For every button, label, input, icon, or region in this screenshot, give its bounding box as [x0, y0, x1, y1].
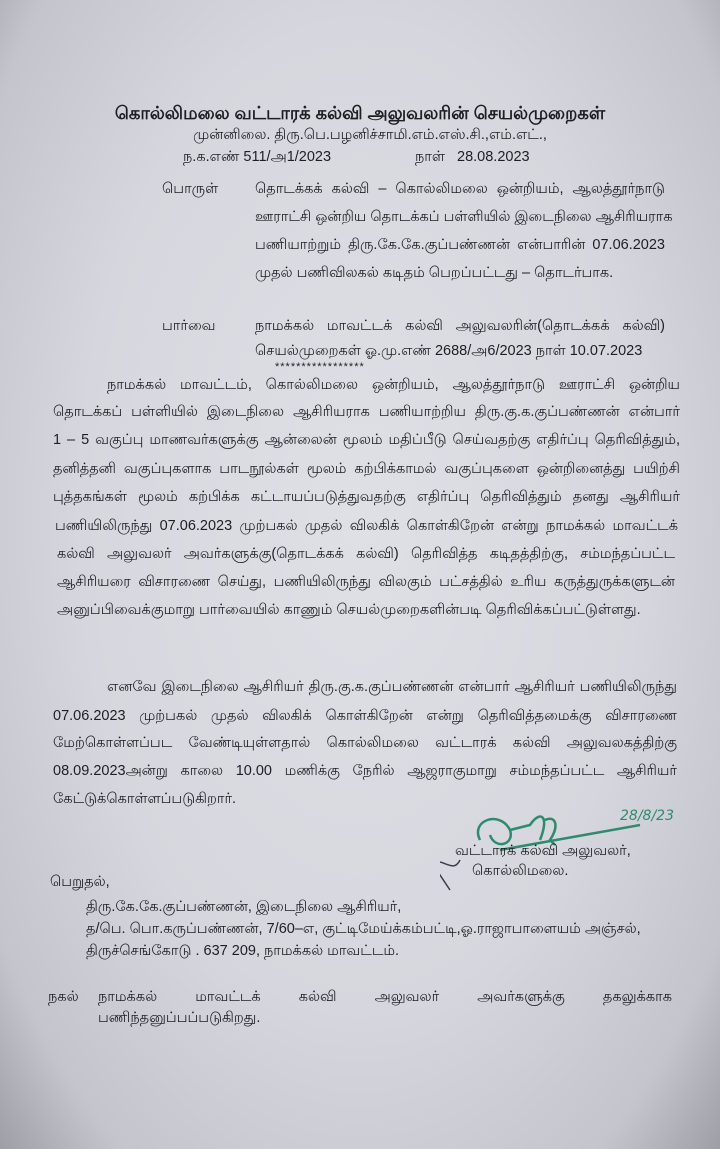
paragraph-line: எனவே இடைநிலை ஆசிரியர் திரு.கு.க.குப்பண்ணன் என்பார் ஆசிரியர் பணியிலிருந்து [107, 679, 677, 695]
recipient-line: திருச்செங்கோடு . 637 209, நாமக்கல் மாவட்டம். [86, 943, 400, 959]
paragraph-line: 1 – 5 வகுப்பு மாணவர்களுக்கு ஆன்லைன் மூலம் மதிப்பீடு செய்வதற்கு எதிர்ப்பு தெரிவித்தும், [53, 432, 680, 448]
subject-line: தொடக்கக் கல்வி – கொல்லிமலை ஒன்றியம், ஆலத்தூர்நாடு [255, 181, 665, 197]
officer-place: கொல்லிமலை. [472, 863, 569, 879]
copy-label: நகல் [48, 989, 79, 1005]
paragraph-line: பணியிலிருந்து 07.06.2023 முற்பகல் முதல் விலகிக் கொள்கிறேன் என்று நாமக்கல் மாவட்டக் [55, 518, 678, 534]
paragraph-line: அனுப்பிவைக்குமாறு பார்வையில் காணும் செயல்முறைகளின்படி தெரிவிக்கப்பட்டுள்ளது. [57, 602, 641, 618]
subject-line: பணியாற்றும் திரு.கே.கே.குப்பண்ணன் என்பாரின் 07.06.2023 [255, 237, 665, 253]
signature-date: 28/8/23 [620, 808, 674, 824]
presiding-officer: முன்னிலை. திரு.பெ.பழனிச்சாமி.எம்.எஸ்.சி.,எம்.எட்., [193, 127, 547, 143]
reference-line: செயல்முறைகள் ஓ.மு.எண் 2688/அ6/2023 நாள் 10.07.2023 [255, 343, 643, 359]
separator: ***************** [275, 361, 365, 373]
copy-line: நாமக்கல் மாவட்டக் கல்வி அலுவலர் அவர்களுக்கு தகலுக்காக [98, 989, 672, 1005]
paragraph-line: கேட்டுக்கொள்ளப்படுகிறார். [53, 791, 237, 807]
paragraph-line: தனித்தனி வகுப்புகளாக பாடநூல்கள் மூலம் கற்பிக்காமல் வகுப்புகளை ஒன்றினைத்து பயிற்சி [53, 461, 680, 477]
recipient-line: த/பெ. பொ.கருப்பண்ணன், 7/60–எ, குட்டிமேய்க்கம்பட்டி,ஓ.ராஜாபாளையம் அஞ்சல், [86, 921, 641, 937]
date-label: நாள் [415, 149, 445, 165]
paragraph-line: புத்தகங்கள் மூலம் கற்பிக்க கட்டாயப்படுத்துவதற்கு எதிர்ப்பு தெரிவித்தும் தனது ஆசிரியர் [53, 489, 680, 505]
document-date: 28.08.2023 [457, 149, 530, 165]
reference-number: ந.க.எண் 511/அ1/2023 [183, 149, 332, 165]
copy-line: பணிந்தனுப்பப்படுகிறது. [98, 1010, 261, 1026]
document-title: கொல்லிமலை வட்டாரக் கல்வி அலுவலரின் செயல்முறைகள் [114, 103, 606, 123]
paragraph-line: கல்வி அலுவலர் அவர்களுக்கு(தொடக்கக் கல்வி) தெரிவித்த கடிதத்திற்கு, சம்மந்தப்பட்ட [57, 546, 675, 562]
paragraph-line: மேற்கொள்ளப்பட வேண்டியுள்ளதால் கொல்லிமலை வட்டாரக் கல்வி அலுவலகத்திற்கு [53, 735, 677, 751]
subject-line: முதல் பணிவிலகல் கடிதம் பெறப்பட்டது – தொடர்பாக. [255, 265, 614, 281]
reference-line: நாமக்கல் மாவட்டக் கல்வி அலுவலரின்(தொடக்கக் கல்வி) [255, 318, 665, 334]
subject-line: ஊராட்சி ஒன்றிய தொடக்கப் பள்ளியில் இடைநிலை ஆசிரியராக [255, 209, 673, 225]
recipient-label: பெறுதல், [50, 874, 110, 890]
recipient-line: திரு.கே.கே.குப்பண்ணன், இடைநிலை ஆசிரியர், [86, 899, 402, 915]
paragraph-line: ஆசிரியரை விசாரணை செய்து, பணியிலிருந்து விலகும் பட்சத்தில் உரிய கருத்துருக்களுடன் [57, 574, 675, 590]
paragraph-line: நாமக்கல் மாவட்டம், கொல்லிமலை ஒன்றியம், ஆலத்தூர்நாடு ஊராட்சி ஒன்றிய [107, 377, 680, 393]
paragraph-line: தொடக்கப் பள்ளியில் இடைநிலை ஆசிரியராக பணியாற்றிய திரு.கு.க.குப்பண்ணன் என்பார் [53, 404, 680, 420]
officer-designation: வட்டாரக் கல்வி அலுவலர், [455, 843, 631, 859]
reference-label: பார்வை [162, 318, 216, 334]
paragraph-line: 08.09.2023அன்று காலை 10.00 மணிக்கு நேரில் ஆஜராகுமாறு சம்மந்தப்பட்ட ஆசிரியர் [53, 763, 677, 779]
subject-label: பொருள் [162, 181, 219, 197]
paragraph-line: 07.06.2023 முற்பகல் முதல் விலகிக் கொள்கிறேன் என்று தெரிவித்தமைக்கு விசாரணை [53, 708, 677, 724]
